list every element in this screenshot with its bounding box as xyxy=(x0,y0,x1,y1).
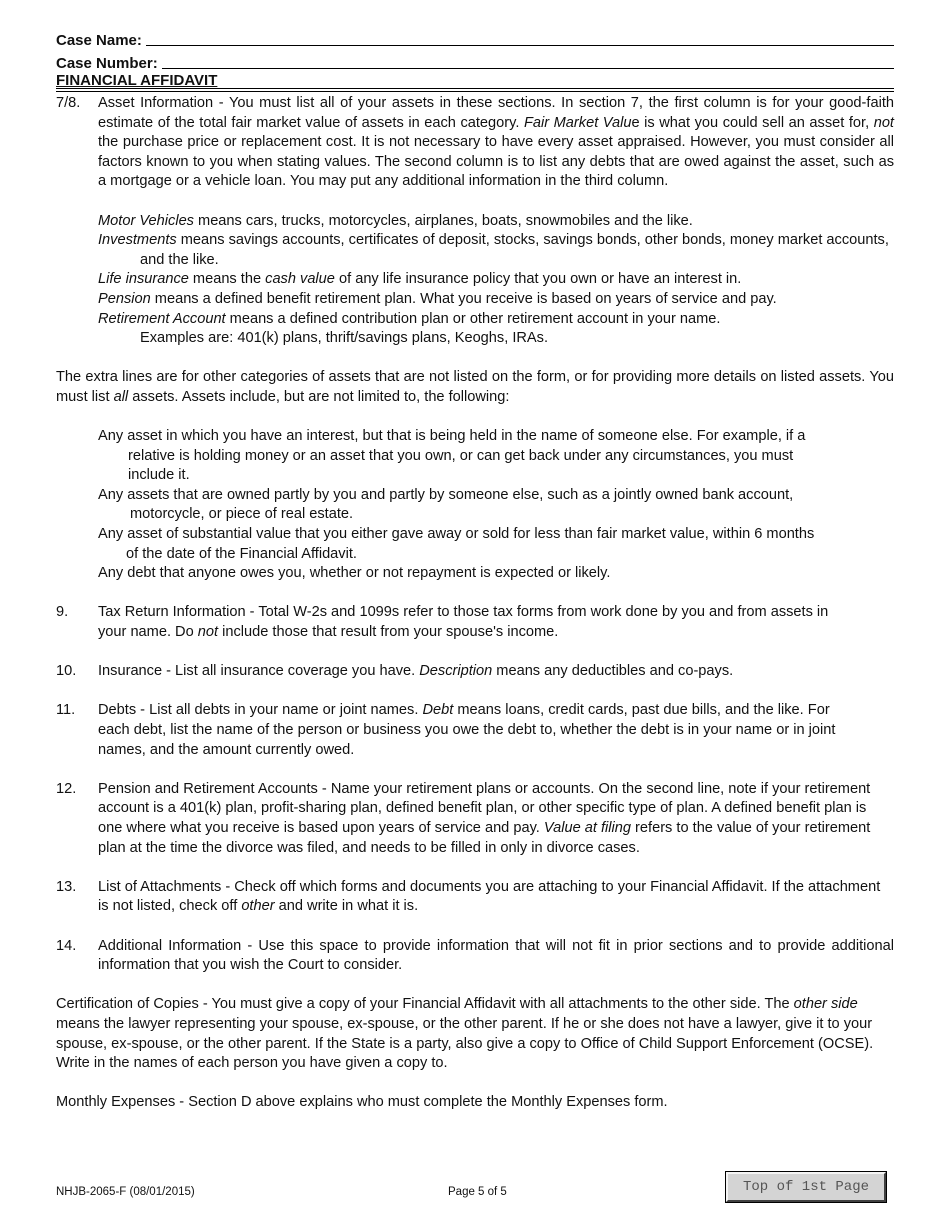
case-name-label: Case Name: xyxy=(56,32,142,49)
investments-definition: Investments means savings accounts, certificates of deposit, stocks, savings bonds, other bonds, money market accounts, and the like. xyxy=(98,232,889,268)
title-rule xyxy=(56,88,894,89)
document-page xyxy=(56,26,894,1113)
top-of-first-page-button[interactable]: Top of 1st Page xyxy=(726,1172,886,1202)
list-item: Any asset of substantial value that you either gave away or sold for less than fair market value, within 6 months of the date of the Financial Affidavit. xyxy=(98,526,815,562)
asset-info-paragraph: Asset Information - You must list all of your assets in these sections. In section 7, the first column is for your good-faith estimate of the total fair market value of assets in each category. Fair Market Value is what you could sell an asset for, not the purchase price or replacement cost. It is not necessary to have every asset appraised. However, you must consider all factors known to you when stating values. The second column is to list any debts that are owed against the asset, such as a mortgage or a vehicle loan. You may put any additional information in the third column. xyxy=(98,95,894,190)
case-number-label: Case Number: xyxy=(56,55,158,72)
list-item: Any assets that are owned partly by you and partly by someone else, such as a jointly owned bank account, motorcycle, or piece of real estate. xyxy=(98,486,794,523)
monthly-expenses-paragraph: Monthly Expenses - Section D above explains who must complete the Monthly Expenses form. xyxy=(56,1094,668,1111)
case-number-field[interactable] xyxy=(162,54,894,69)
case-number-row xyxy=(56,49,894,72)
retirement-examples: Examples are: 401(k) plans, thrift/savings plans, Keoghs, IRAs. xyxy=(140,330,549,347)
tax-return-paragraph: Tax Return Information - Total W-2s and 1099s refer to those tax forms from work done by you and from assets in your name. Do not include those that result from your spouse's income. xyxy=(98,604,829,641)
asset-list xyxy=(56,427,894,584)
title-rule-double xyxy=(56,91,894,92)
form-title-row xyxy=(56,72,894,92)
motor-vehicles-definition: Motor Vehicles means cars, trucks, motorcycles, airplanes, boats, snowmobiles and the like. xyxy=(98,212,693,229)
case-name-field[interactable] xyxy=(146,31,894,46)
life-insurance-definition: Life insurance means the cash value of any life insurance policy that you own or have an interest in. xyxy=(98,271,742,288)
extra-lines-paragraph: The extra lines are for other categories of assets that are not listed on the form, or for providing more details on listed assets. You must list all assets. Assets include, but are not limited to, the following: xyxy=(56,369,894,405)
section-13 xyxy=(56,878,894,917)
pension-paragraph: Pension and Retirement Accounts - Name your retirement plans or accounts. On the second line, note if your retirement account is a 401(k) plan, profit-sharing plan, defined benefit plan, or other specific type of plan. A defined benefit plan is one where what you receive is based upon years of service and pay. Value at filing refers to the value of your retirement plan at the time the divorce was filed, and needs to be filled in only in divorce cases. xyxy=(98,780,871,856)
section-number: 10. xyxy=(56,663,77,680)
additional-info-paragraph: Additional Information - Use this space to provide information that will not fit in prior sections and to provide additional information that you wish the Court to consider. xyxy=(98,937,894,974)
case-name-row xyxy=(56,26,894,49)
section-number: 12. xyxy=(56,780,77,797)
pension-definition: Pension means a defined benefit retirement plan. What you receive is based on years of service and pay. xyxy=(98,290,777,307)
debts-paragraph: Debts - List all debts in your name or joint names. Debt means loans, credit cards, past due bills, and the like. For each debt, list the name of the person or business you owe the debt to, whether the debt is in your name or in joint names, and the amount currently owed. xyxy=(98,702,836,758)
section-number: 9. xyxy=(56,604,69,621)
section-11 xyxy=(56,701,894,760)
insurance-paragraph: Insurance - List all insurance coverage you have. Description means any deductibles and co-pays. xyxy=(98,663,734,680)
section-12 xyxy=(56,780,894,858)
form-title: FINANCIAL AFFIDAVIT xyxy=(56,72,218,89)
section-number: 13. xyxy=(56,878,77,895)
section-number: 11. xyxy=(56,702,76,719)
list-item: Any asset in which you have an interest, but that is being held in the name of someone else. For example, if a relative is holding money or an asset that you own, or can get back under any circumstances, you must include it. xyxy=(98,428,806,484)
section-7-8 xyxy=(56,94,894,349)
attachments-paragraph: List of Attachments - Check off which forms and documents you are attaching to your Financial Affidavit. If the attachment is not listed, check off other and write in what it is. xyxy=(98,878,881,915)
section-number: 7/8. xyxy=(56,95,81,111)
certification-paragraph: Certification of Copies - You must give a copy of your Financial Affidavit with all attachments to the other side. The other side means the lawyer representing your spouse, ex-spouse, or the other parent. If he or she does not have a lawyer, give it to your spouse, ex-spouse, or the other parent. If the State is a party, also give a copy to Office of Child Support Enforcement (OCSE). Write in the names of each person you have given a copy to. xyxy=(56,996,874,1072)
page-number: Page 5 of 5 xyxy=(448,1186,507,1198)
section-9 xyxy=(56,603,894,642)
form-id: NHJB-2065-F (08/01/2015) xyxy=(56,1186,195,1198)
list-item: Any debt that anyone owes you, whether or not repayment is expected or likely. xyxy=(98,565,611,582)
section-14 xyxy=(56,937,894,976)
section-number: 14. xyxy=(56,937,77,954)
retirement-account-definition: Retirement Account means a defined contribution plan or other retirement account in your name. xyxy=(98,310,721,327)
section-10 xyxy=(56,662,894,682)
